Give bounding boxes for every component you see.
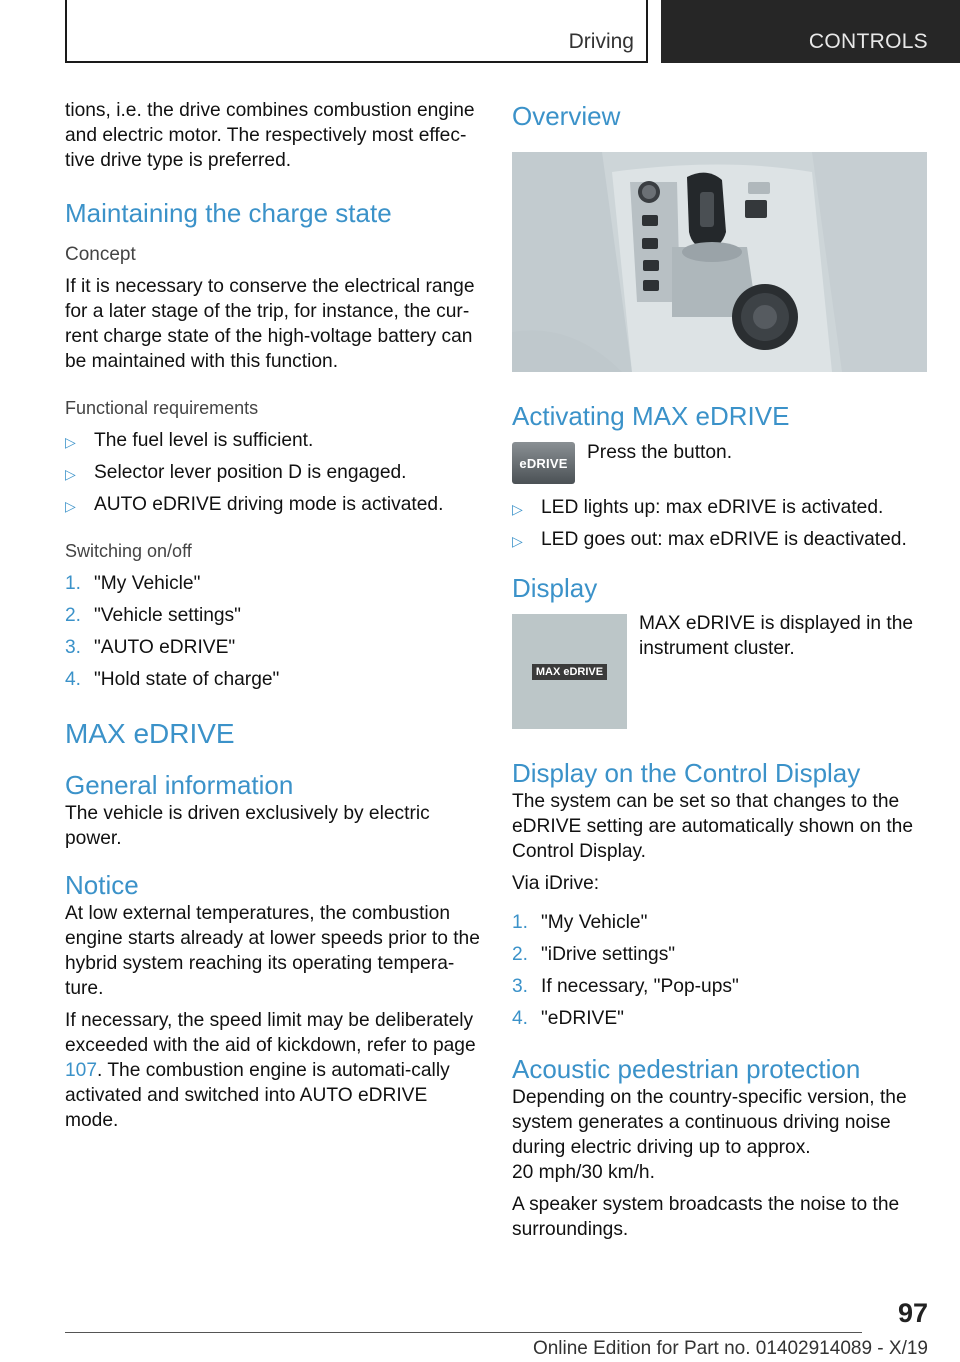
via-idrive-text: Via iDrive:: [512, 873, 600, 894]
led-list: [512, 495, 932, 552]
display-paragraph: MAX eDRIVE is displayed in the instrument cluster.: [639, 613, 914, 659]
idrive-steps: [512, 910, 932, 1031]
requirements-list: [65, 428, 480, 517]
activating-heading: Activating MAX eDRIVE: [512, 401, 790, 431]
max-edrive-heading: MAX eDRIVE: [65, 718, 235, 749]
section-tab: [65, 0, 648, 63]
footer-divider: [65, 1332, 862, 1333]
acoustic-heading: Acoustic pedestrian protection: [512, 1054, 861, 1084]
triangle-bullet-icon: ▷: [65, 498, 76, 514]
list-item: 4. "eDRIVE": [512, 1008, 624, 1029]
center-console-photo: [512, 152, 927, 372]
list-item: ▷ AUTO eDRIVE driving mode is activated.: [65, 492, 480, 517]
list-item: 2. "Vehicle settings": [65, 605, 241, 626]
concept-paragraph: If it is necessary to conserve the electrical range for a later stage of the trip, for instance, the cur-rent charge state of the high-voltage battery can be maintained with this function.: [65, 276, 475, 372]
maintain-heading: Maintaining the charge state: [65, 198, 392, 228]
triangle-bullet-icon: ▷: [512, 501, 523, 517]
list-item: ▷ LED lights up: max eDRIVE is activated.: [512, 495, 932, 520]
page-link[interactable]: 107: [65, 1060, 98, 1081]
chapter-tab: [661, 0, 960, 63]
triangle-bullet-icon: ▷: [65, 466, 76, 482]
edrive-button-image: [512, 442, 575, 484]
list-item: ▷ Selector lever position D is engaged.: [65, 460, 480, 485]
overview-heading: Overview: [512, 101, 621, 131]
page-header: [0, 0, 960, 66]
cluster-label: MAX eDRIVE: [532, 664, 607, 680]
triangle-bullet-icon: ▷: [512, 533, 523, 549]
switching-heading: Switching on/off: [65, 541, 192, 561]
triangle-bullet-icon: ▷: [65, 434, 76, 450]
list-item: 2. "iDrive settings": [512, 944, 676, 965]
kickdown-paragraph: If necessary, the speed limit may be deliberately exceeded with the aid of kickdown, refer to page 107. The combustion engine is automati-cally activated and switched into AUTO eDRIVE mode.: [65, 1010, 476, 1131]
switching-steps: [65, 571, 480, 692]
activating-row: [512, 440, 932, 484]
edrive-button-label: eDRIVE: [519, 455, 568, 471]
list-item: ▷ The fuel level is sufficient.: [65, 428, 480, 453]
list-item: 3. If necessary, "Pop-ups": [512, 976, 739, 997]
general-info-heading: General information: [65, 770, 294, 800]
intro-paragraph: tions, i.e. the drive combines combustion engine and electric motor. The respectively most effec-tive drive type is preferred.: [65, 100, 475, 171]
notice-paragraph: At low external temperatures, the combustion engine starts already at lower speeds prior to the hybrid system reaching its operating tempera-ture.: [65, 903, 480, 999]
instrument-cluster-image: [512, 614, 627, 729]
control-display-heading: Display on the Control Display: [512, 758, 861, 788]
speaker-paragraph: A speaker system broadcasts the noise to the surroundings.: [512, 1194, 900, 1240]
acoustic-speed: 20 mph/30 km/h.: [512, 1162, 655, 1183]
right-column: [512, 92, 932, 1242]
left-column: [65, 92, 480, 1133]
page-number: 97: [897, 1298, 928, 1328]
list-item: ▷ LED goes out: max eDRIVE is deactivated.: [512, 527, 932, 552]
list-item: 1. "My Vehicle": [65, 573, 201, 594]
center-console-illustration: [512, 152, 927, 372]
general-info-paragraph: The vehicle is driven exclusively by electric power.: [65, 803, 430, 849]
func-req-heading: Functional requirements: [65, 398, 259, 418]
list-item: 4. "Hold state of charge": [65, 669, 280, 690]
control-display-paragraph: The system can be set so that changes to the eDRIVE setting are automatically shown on the Control Display.: [512, 791, 914, 862]
list-item: 3. "AUTO eDRIVE": [65, 637, 236, 658]
display-row: [512, 614, 932, 729]
edition-text: Online Edition for Part no. 01402914089 - X/19: [532, 1338, 928, 1359]
concept-heading: Concept: [65, 244, 136, 265]
acoustic-paragraph: Depending on the country-specific version, the system generates a continuous driving noise during electric driving up to approx.: [512, 1087, 907, 1158]
list-item: 1. "My Vehicle": [512, 912, 648, 933]
display-heading: Display: [512, 573, 598, 603]
chapter-label: CONTROLS: [808, 30, 928, 53]
press-button-text: Press the button.: [587, 442, 733, 463]
notice-heading: Notice: [65, 870, 139, 900]
section-label: Driving: [568, 30, 634, 53]
